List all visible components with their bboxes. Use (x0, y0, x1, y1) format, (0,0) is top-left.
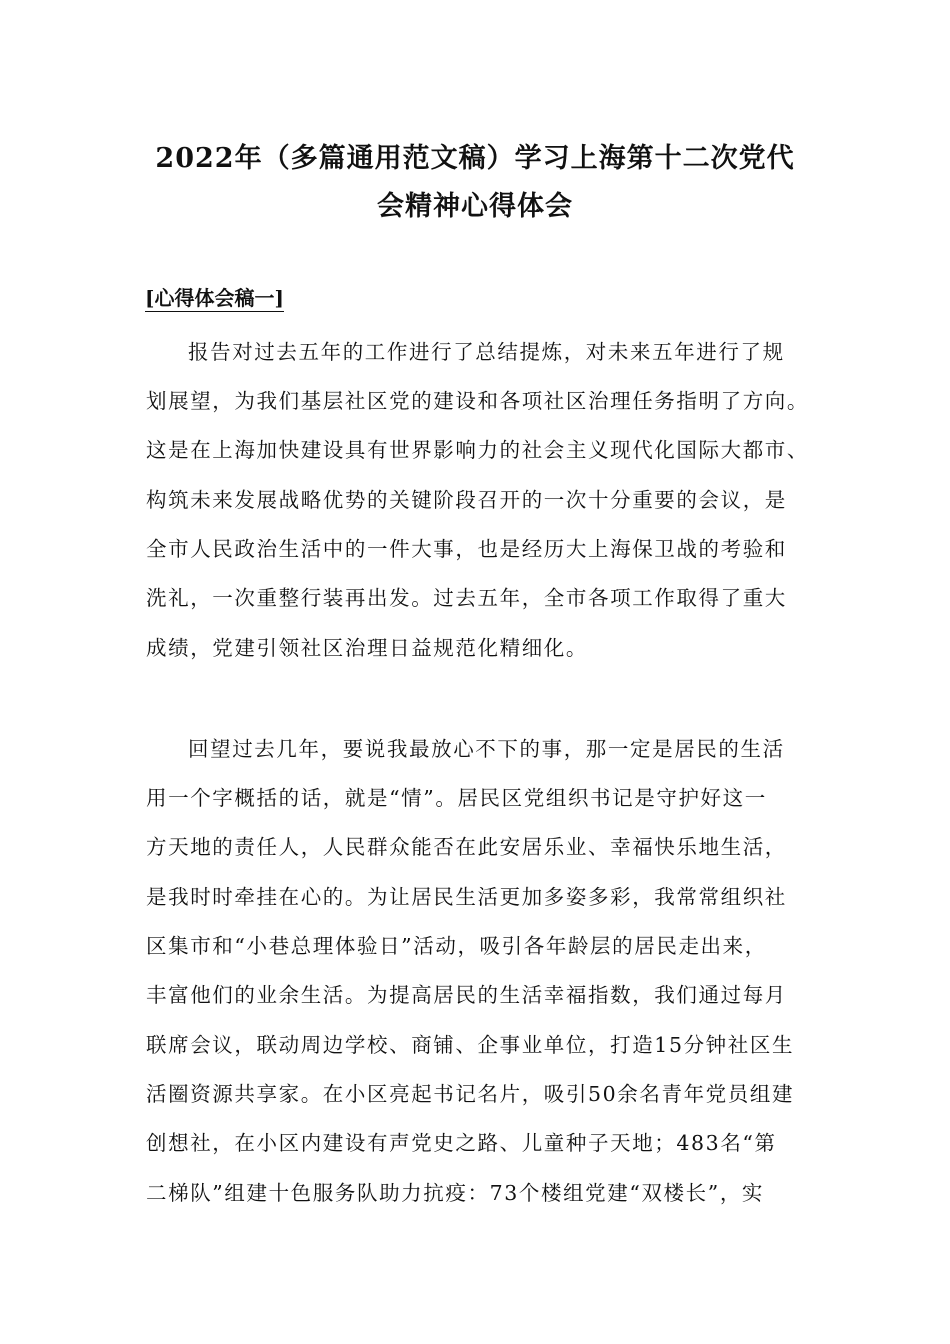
paragraph-line: 区集市和“小巷总理体验日”活动，吸引各年龄层的居民走出来， (146, 934, 767, 958)
paragraph-line: 回望过去几年，要说我最放心不下的事，那一定是居民的生活 (188, 737, 785, 761)
paragraph-line: 联席会议，联动周边学校、商铺、企事业单位，打造15分钟社区生 (146, 1033, 795, 1057)
section-label: [心得体会稿一] (145, 286, 284, 310)
document-title-line-1: 2022年（多篇通用范文稿）学习上海第十二次党代 (155, 143, 795, 174)
paragraph-line: 这是在上海加快建设具有世界影响力的社会主义现代化国际大都市、 (146, 438, 809, 462)
paragraph-line: 二梯队”组建十色服务队助力抗疫：73个楼组党建“双楼长”，实 (146, 1181, 765, 1205)
paragraph-line: 是我时时牵挂在心的。为让居民生活更加多姿多彩，我常常组织社 (146, 885, 787, 909)
paragraph-line: 方天地的责任人，人民群众能否在此安居乐业、幸福快乐地生活， (146, 835, 787, 859)
paragraph-line: 用一个字概括的话，就是“情”。居民区党组织书记是守护好这一 (146, 786, 767, 810)
paragraph-line: 洗礼，一次重整行装再出发。过去五年，全市各项工作取得了重大 (146, 586, 787, 610)
paragraph-line: 成绩，党建引领社区治理日益规范化精细化。 (146, 636, 588, 660)
paragraph-line: 全市人民政治生活中的一件大事，也是经历大上海保卫战的考验和 (146, 537, 787, 561)
paragraph-line: 构筑未来发展战略优势的关键阶段召开的一次十分重要的会议，是 (146, 488, 787, 512)
paragraph-line: 丰富他们的业余生活。为提高居民的生活幸福指数，我们通过每月 (146, 983, 787, 1007)
paragraph-line: 划展望，为我们基层社区党的建设和各项社区治理任务指明了方向。 (146, 389, 809, 413)
paragraph-line: 报告对过去五年的工作进行了总结提炼，对未来五年进行了规 (188, 340, 785, 364)
document-title-line-2: 会精神心得体会 (377, 191, 573, 222)
paragraph-line: 创想社，在小区内建设有声党史之路、儿童种子天地；483名“第 (146, 1131, 777, 1155)
paragraph-line: 活圈资源共享家。在小区亮起书记名片，吸引50余名青年党员组建 (146, 1082, 795, 1106)
